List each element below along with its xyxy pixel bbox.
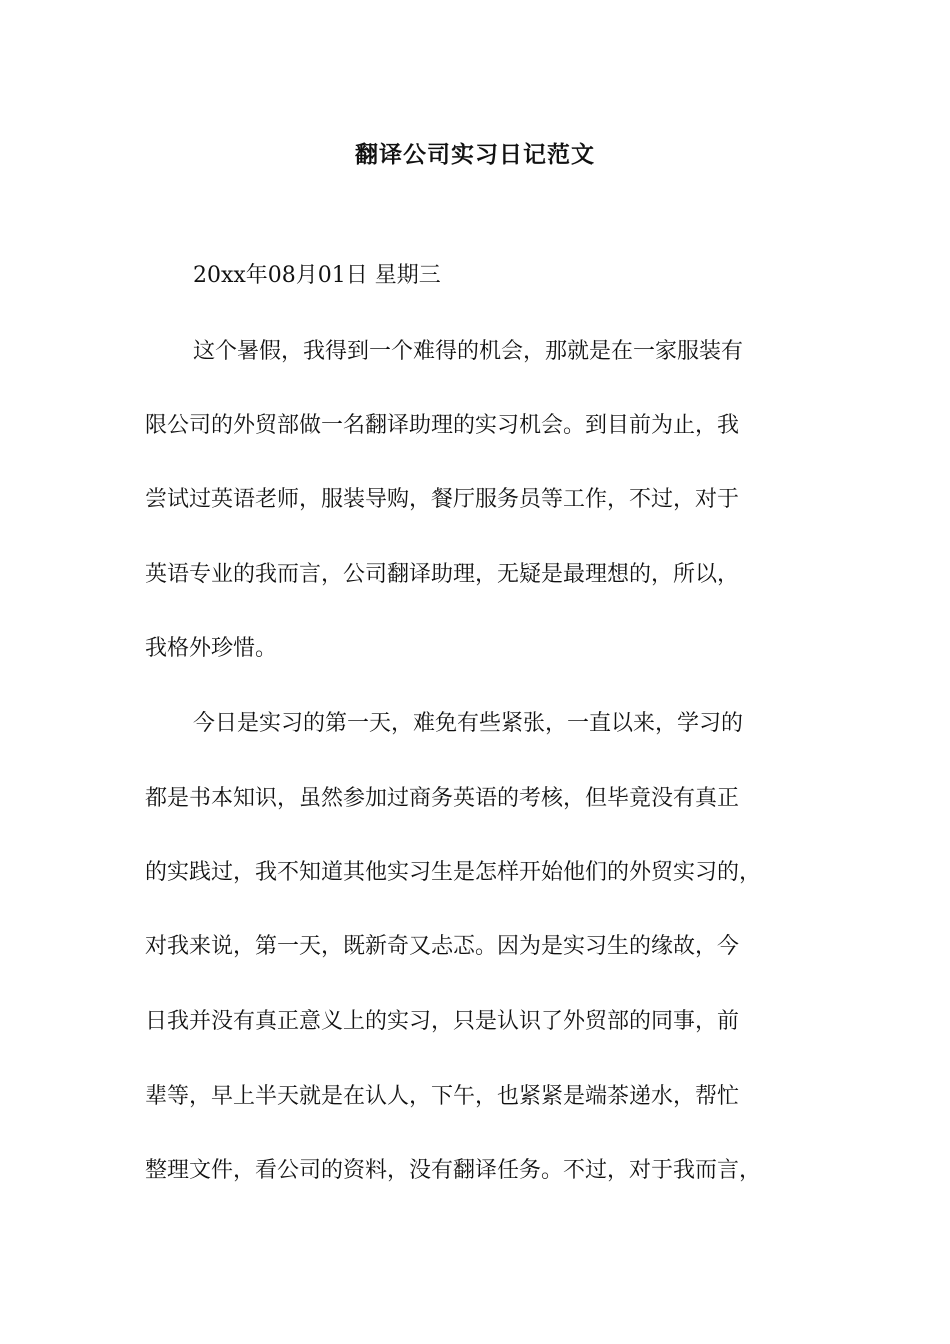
paragraph-1-line-4: 英语专业的我而言，公司翻译助理，无疑是最理想的，所以， [145,562,740,587]
paragraph-2-line-4: 对我来说，第一天，既新奇又忐忑。因为是实习生的缘故，今 [145,934,740,959]
paragraph-2-line-3: 的实践过，我不知道其他实习生是怎样开始他们的外贸实习的， [145,860,762,885]
document-title: 翻译公司实习日记范文 [355,141,595,168]
paragraph-1-line-5: 我格外珍惜。 [145,636,278,661]
paragraph-2-line-6: 辈等，早上半天就是在认人，下午，也紧紧是端茶递水，帮忙 [145,1084,740,1109]
diary-date-line: 20xx年08月01日 星期三 [193,263,441,288]
paragraph-1-line-3: 尝试过英语老师，服装导购，餐厅服务员等工作，不过，对于 [145,487,740,512]
paragraph-2-line-5: 日我并没有真正意义上的实习，只是认识了外贸部的同事，前 [145,1009,740,1034]
paragraph-2-line-1: 今日是实习的第一天，难免有些紧张，一直以来，学习的 [193,711,744,736]
paragraph-1-line-1: 这个暑假，我得到一个难得的机会，那就是在一家服装有 [193,339,744,364]
paragraph-1-line-2: 限公司的外贸部做一名翻译助理的实习机会。到目前为止，我 [145,413,740,438]
paragraph-2-line-2: 都是书本知识，虽然参加过商务英语的考核，但毕竟没有真正 [145,786,740,811]
paragraph-2-line-7: 整理文件，看公司的资料，没有翻译任务。不过，对于我而言， [145,1158,762,1183]
